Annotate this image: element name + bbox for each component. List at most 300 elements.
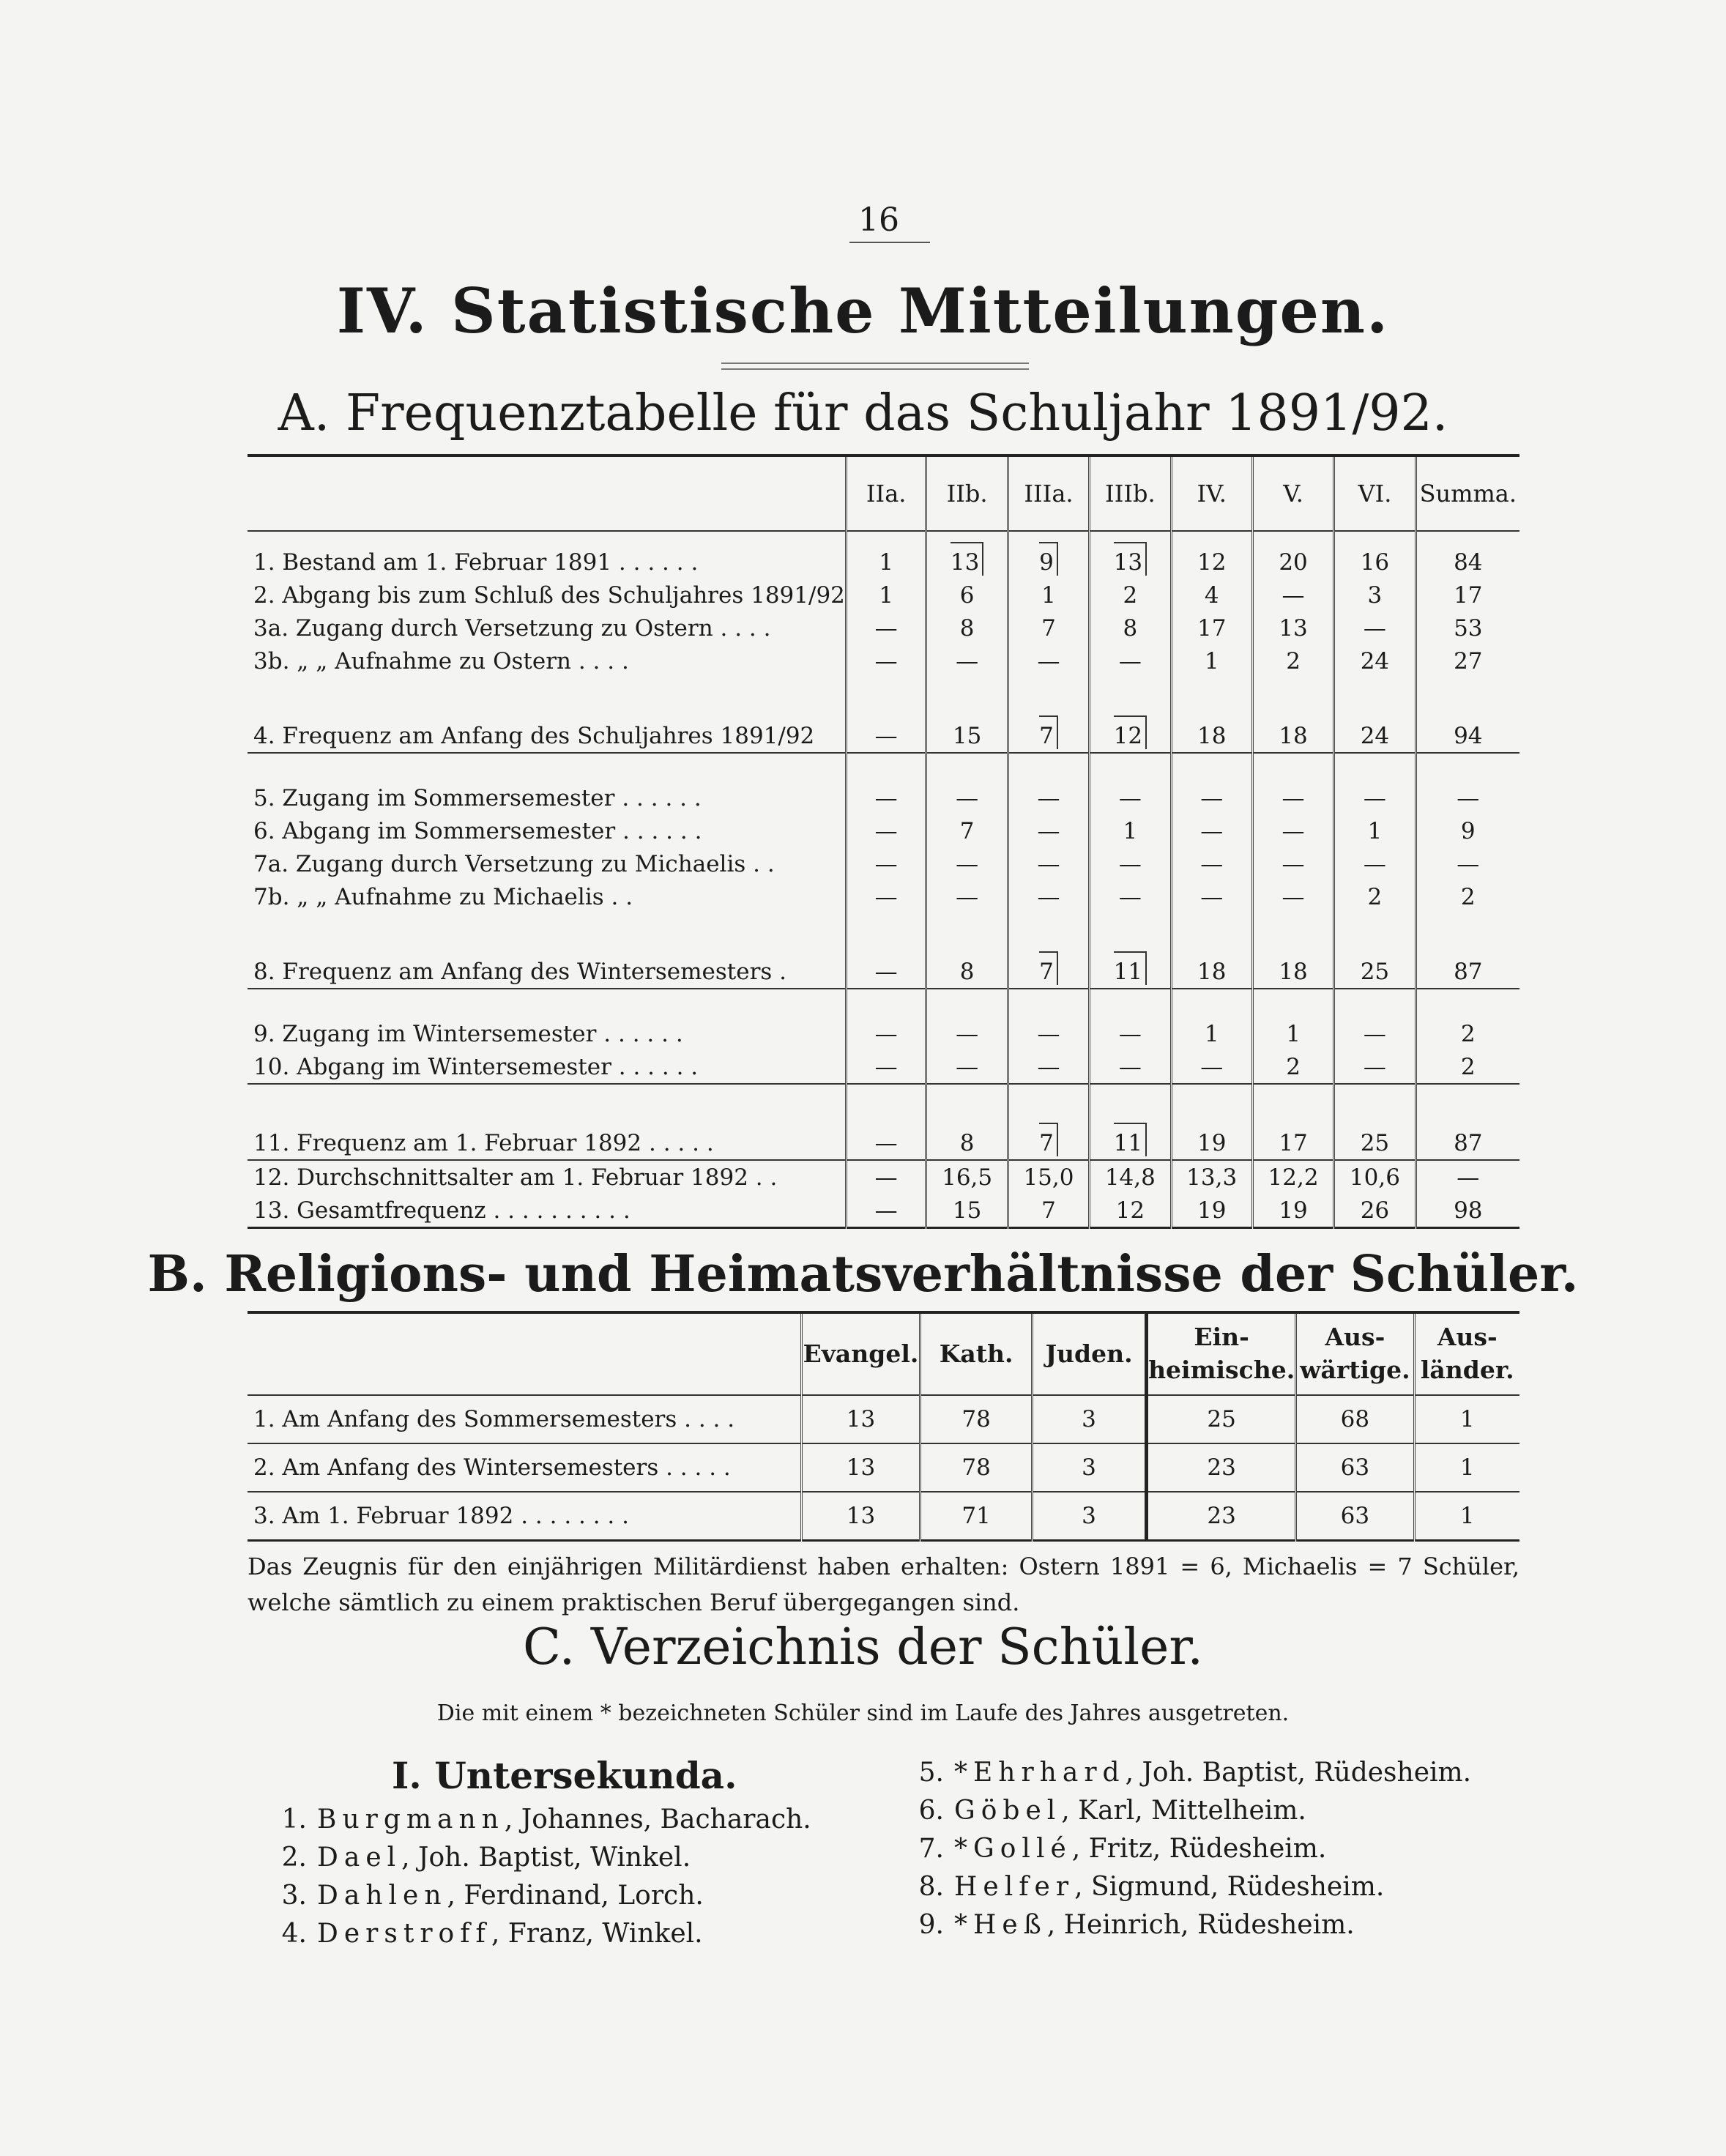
value-cell: [846, 1017, 926, 1050]
value-cell: [1008, 1160, 1089, 1194]
military-note-line-2: welche sämtlich zu einem praktischen Beruf übergegangen sind.: [248, 1588, 1020, 1616]
cell-value: 8: [959, 1130, 975, 1156]
cell-value: 15,0: [1023, 1164, 1074, 1191]
value-cell: [1090, 1160, 1171, 1194]
value-cell: [1171, 781, 1252, 814]
row-label: 2. Am Anfang des Wintersemesters . . . . .: [248, 1443, 801, 1492]
value-cell: [1090, 1050, 1171, 1084]
cell-value: 1: [1204, 1020, 1219, 1047]
cell-value: —: [874, 1130, 898, 1156]
student-surname: Dahlen: [317, 1881, 447, 1911]
cell-value: 87: [1454, 1130, 1483, 1156]
value-cell: [1416, 1160, 1519, 1194]
value-cell: [926, 531, 1008, 579]
spacer-cell: [1008, 913, 1089, 941]
value-cell: [1171, 1050, 1252, 1084]
cell-value: 2: [1367, 883, 1383, 910]
value-cell: [1252, 579, 1333, 612]
cell-value: —: [874, 959, 898, 985]
student-entry: [912, 1792, 1571, 1830]
cell-value: 25: [1360, 959, 1390, 985]
student-number: 8.: [918, 1872, 944, 1902]
table-row: [248, 705, 1519, 753]
spacer-row: [248, 1084, 1519, 1112]
cell-value: —: [1200, 784, 1224, 811]
cell-value: 84: [1454, 549, 1483, 576]
student-details: , Joh. Baptist, Rüdesheim.: [1125, 1758, 1472, 1788]
value-cell: [1171, 1112, 1252, 1160]
value-cell: [1171, 1194, 1252, 1228]
cell-value: 7: [1039, 951, 1058, 985]
row-label: 3b. „ „ Aufnahme zu Ostern . . . .: [253, 647, 629, 674]
row-label: 8. Frequenz am Anfang des Wintersemesters .: [248, 941, 846, 989]
spacer-cell: [1334, 677, 1416, 705]
frequency-table: [248, 454, 1519, 1229]
value-cell: [846, 612, 926, 644]
value-cell: [1090, 705, 1171, 753]
spacer-row: [248, 677, 1519, 705]
cell-value: 17: [1279, 1130, 1308, 1156]
col-header: IIa.: [846, 456, 926, 531]
value-cell: [1334, 1017, 1416, 1050]
spacer-cell: [1334, 753, 1416, 781]
row-label: 6. Abgang im Sommersemester . . . . . .: [253, 817, 702, 844]
value-cell: [926, 781, 1008, 814]
student-number: 1.: [281, 1804, 307, 1835]
spacer-cell: [1416, 1084, 1519, 1112]
value-cell: [1171, 579, 1252, 612]
cell-value: —: [1282, 581, 1305, 609]
student-surname: Dael: [317, 1843, 402, 1873]
cell-value: —: [874, 1197, 898, 1224]
value-cell: [1252, 1160, 1333, 1194]
cell-value: —: [1282, 784, 1305, 811]
spacer-cell: [1171, 677, 1252, 705]
cell-value: 18: [1197, 723, 1227, 749]
student-number: 4.: [281, 1919, 307, 1949]
value-cell: [1334, 612, 1416, 644]
value-cell: [926, 644, 1008, 677]
value-cell: [926, 1112, 1008, 1160]
value-cell: [1334, 1160, 1416, 1194]
cell-value: 19: [1197, 1197, 1227, 1224]
cell-value: —: [1037, 784, 1060, 811]
value-cell: [1090, 612, 1171, 644]
title-rule-top: [721, 363, 1029, 364]
value-cell: 3: [1032, 1492, 1146, 1541]
cell-value: —: [1118, 647, 1142, 674]
value-cell: 63: [1296, 1492, 1414, 1541]
title-rule-bottom: [721, 368, 1029, 370]
cell-value: —: [1118, 850, 1142, 877]
cell-value: 7: [1041, 614, 1056, 642]
cell-value: 2: [1460, 1020, 1476, 1047]
table-row: [248, 1112, 1519, 1160]
cell-value: 18: [1197, 959, 1227, 985]
value-cell: [926, 941, 1008, 989]
value-cell: [1090, 781, 1171, 814]
cell-value: —: [874, 784, 898, 811]
spacer-cell: [846, 913, 926, 941]
value-cell: [926, 1194, 1008, 1228]
value-cell: [1334, 531, 1416, 579]
value-cell: [1416, 880, 1519, 913]
value-cell: [1334, 814, 1416, 847]
spacer-cell: [1334, 989, 1416, 1017]
cell-value: —: [1363, 784, 1386, 811]
cell-value: 12: [1115, 1197, 1145, 1224]
value-cell: [1334, 847, 1416, 880]
value-cell: [1252, 705, 1333, 753]
value-cell: 13: [801, 1443, 920, 1492]
student-entry: [912, 1754, 1571, 1792]
asterisk-legend: Die mit einem * bezeichneten Schüler sind im Laufe des Jahres ausgetreten.: [436, 1700, 1290, 1726]
cell-value: 7: [959, 817, 975, 844]
cell-value: —: [1363, 1020, 1386, 1047]
value-cell: [1252, 531, 1333, 579]
cell-value: 9: [1039, 542, 1058, 576]
table-row: [248, 1160, 1519, 1194]
cell-value: —: [956, 883, 979, 910]
col-header: IIIa.: [1008, 456, 1089, 531]
cell-value: 12: [1197, 549, 1227, 576]
cell-value: 2: [1460, 1053, 1476, 1080]
student-surname: Helfer: [954, 1872, 1075, 1902]
spacer-cell: [926, 753, 1008, 781]
value-cell: [926, 612, 1008, 644]
cell-value: 13: [951, 542, 983, 576]
cell-value: 11: [1114, 1123, 1147, 1156]
cell-value: 24: [1360, 723, 1390, 749]
value-cell: [1090, 1194, 1171, 1228]
student-number: 2.: [281, 1843, 307, 1873]
value-cell: [1252, 814, 1333, 847]
cell-value: 26: [1360, 1197, 1390, 1224]
student-details: , Joh. Baptist, Winkel.: [401, 1843, 691, 1873]
value-cell: [846, 531, 926, 579]
table-row: [248, 531, 1519, 579]
value-cell: [1416, 1050, 1519, 1084]
col-header: VI.: [1334, 456, 1416, 531]
student-surname: *Ehrhard: [954, 1758, 1126, 1788]
cell-value: 17: [1454, 581, 1483, 609]
value-cell: 78: [920, 1443, 1033, 1492]
table-row: [248, 781, 1519, 814]
page-number-rule: [849, 242, 930, 243]
table-row: [248, 1443, 1519, 1492]
value-cell: [1090, 847, 1171, 880]
value-cell: [1171, 847, 1252, 880]
cell-value: —: [1118, 883, 1142, 910]
student-details: , Ferdinand, Lorch.: [447, 1881, 704, 1911]
spacer-cell: [1008, 989, 1089, 1017]
value-cell: 71: [920, 1492, 1033, 1541]
value-cell: [1090, 579, 1171, 612]
value-cell: 1: [1414, 1395, 1519, 1443]
table-row: [248, 1050, 1519, 1084]
value-cell: [926, 814, 1008, 847]
cell-value: —: [1457, 1164, 1480, 1191]
cell-value: —: [1118, 784, 1142, 811]
row-label: 3. Am 1. Februar 1892 . . . . . . . .: [253, 1503, 629, 1529]
student-details: , Karl, Mittelheim.: [1061, 1796, 1306, 1826]
spacer-cell: [1171, 989, 1252, 1017]
value-cell: [926, 880, 1008, 913]
value-cell: 23: [1147, 1443, 1296, 1492]
student-details: , Johannes, Bacharach.: [504, 1804, 811, 1835]
spacer-cell: [926, 1084, 1008, 1112]
student-number: 9.: [918, 1910, 944, 1940]
value-cell: [1171, 814, 1252, 847]
cell-value: 94: [1454, 723, 1483, 749]
value-cell: [1090, 531, 1171, 579]
col-header: Summa.: [1416, 456, 1519, 531]
row-label: 9. Zugang im Wintersemester . . . . . .: [253, 1020, 683, 1047]
cell-value: —: [1282, 850, 1305, 877]
student-details: , Sigmund, Rüdesheim.: [1074, 1872, 1385, 1902]
cell-value: —: [874, 1020, 898, 1047]
cell-value: —: [1037, 1020, 1060, 1047]
military-note-line-1: Das Zeugnis für den einjährigen Militärdienst haben erhalten: Ostern 1891 = 6, Michaelis = 7 Schüler,: [248, 1553, 1519, 1580]
cell-value: 17: [1197, 614, 1227, 642]
row-label: 1. Am Anfang des Sommersemesters . . . .: [248, 1395, 801, 1443]
value-cell: [846, 1112, 926, 1160]
value-cell: [1090, 814, 1171, 847]
spacer-cell: [1416, 989, 1519, 1017]
value-cell: [1008, 814, 1089, 847]
cell-value: 2: [1460, 883, 1476, 910]
spacer-cell: [1416, 753, 1519, 781]
cell-value: —: [874, 850, 898, 877]
header-blank: [248, 456, 846, 531]
value-cell: [1008, 1050, 1089, 1084]
value-cell: [846, 1194, 926, 1228]
spacer-cell: [1171, 913, 1252, 941]
cell-value: —: [874, 1053, 898, 1080]
cell-value: —: [1282, 883, 1305, 910]
cell-value: 12: [1114, 715, 1147, 749]
value-cell: [1008, 1112, 1089, 1160]
value-cell: [926, 1050, 1008, 1084]
value-cell: [1252, 1050, 1333, 1084]
spacer-cell: [1090, 913, 1171, 941]
cell-value: —: [956, 784, 979, 811]
cell-value: 2: [1286, 647, 1301, 674]
cell-value: 9: [1460, 817, 1476, 844]
value-cell: [1334, 1050, 1416, 1084]
spacer-cell: [846, 677, 926, 705]
student-surname: *Heß: [954, 1910, 1047, 1940]
spacer-cell: [1171, 1084, 1252, 1112]
spacer-cell: [926, 989, 1008, 1017]
cell-value: 12,2: [1268, 1164, 1319, 1191]
table-row: [248, 941, 1519, 989]
value-cell: [1008, 612, 1089, 644]
spacer-row: [248, 989, 1519, 1017]
cell-value: 10,6: [1349, 1164, 1400, 1191]
cell-value: 24: [1360, 647, 1390, 674]
value-cell: [1171, 531, 1252, 579]
value-cell: [1171, 612, 1252, 644]
spacer-cell: [1008, 677, 1089, 705]
row-label: 13. Gesamtfrequenz . . . . . . . . . .: [253, 1197, 630, 1224]
section-a-title: A. Frequenztabelle für das Schuljahr 1891/92.: [278, 384, 1448, 442]
main-title: IV. Statistische Mitteilungen.: [336, 275, 1390, 347]
cell-value: —: [874, 1164, 898, 1191]
cell-value: 2: [1123, 581, 1138, 609]
cell-value: —: [1037, 883, 1060, 910]
value-cell: [1252, 880, 1333, 913]
value-cell: [846, 644, 926, 677]
value-cell: 13: [801, 1395, 920, 1443]
value-cell: [1171, 1017, 1252, 1050]
spacer-cell: [248, 677, 846, 705]
row-label: 5. Zugang im Sommersemester . . . . . .: [253, 784, 702, 811]
value-cell: [846, 1050, 926, 1084]
col-header: Aus-wärtige.: [1296, 1312, 1414, 1395]
value-cell: [1416, 612, 1519, 644]
value-cell: [1416, 1112, 1519, 1160]
spacer-cell: [1090, 677, 1171, 705]
cell-value: 1: [879, 549, 894, 576]
value-cell: [1171, 644, 1252, 677]
value-cell: [1416, 705, 1519, 753]
cell-value: —: [1457, 784, 1480, 811]
student-surname: Burgmann: [317, 1804, 505, 1835]
cell-value: —: [1037, 817, 1060, 844]
value-cell: [1252, 612, 1333, 644]
section-b-title: B. Religions- und Heimatsverhältnisse der Schüler.: [147, 1245, 1579, 1304]
cell-value: 7: [1039, 715, 1058, 749]
cell-value: 1: [1041, 581, 1056, 609]
spacer-cell: [1090, 753, 1171, 781]
value-cell: [1008, 847, 1089, 880]
spacer-cell: [248, 989, 846, 1017]
value-cell: 68: [1296, 1395, 1414, 1443]
student-details: , Heinrich, Rüdesheim.: [1046, 1910, 1355, 1940]
cell-value: —: [874, 817, 898, 844]
value-cell: [1008, 781, 1089, 814]
spacer-cell: [1252, 913, 1333, 941]
value-cell: [846, 847, 926, 880]
cell-value: 53: [1454, 614, 1483, 642]
value-cell: [1416, 1017, 1519, 1050]
religion-table: [248, 1311, 1519, 1542]
value-cell: 1: [1414, 1443, 1519, 1492]
cell-value: 13,3: [1186, 1164, 1238, 1191]
value-cell: [1090, 644, 1171, 677]
page-number: 16: [858, 201, 899, 239]
cell-value: 3: [1367, 581, 1383, 609]
cell-value: —: [1363, 614, 1386, 642]
student-surname: *Gollé: [954, 1834, 1072, 1864]
value-cell: [846, 705, 926, 753]
value-cell: [1008, 531, 1089, 579]
class-heading: I. Untersekunda.: [392, 1754, 737, 1797]
cell-value: 1: [1286, 1020, 1301, 1047]
value-cell: [1252, 781, 1333, 814]
cell-value: 16,5: [942, 1164, 993, 1191]
spacer-cell: [248, 753, 846, 781]
row-label: 10. Abgang im Wintersemester . . . . . .: [248, 1050, 846, 1084]
cell-value: —: [1118, 1053, 1142, 1080]
value-cell: [1252, 644, 1333, 677]
spacer-row: [248, 913, 1519, 941]
value-cell: [846, 814, 926, 847]
cell-value: —: [1200, 850, 1224, 877]
cell-value: 14,8: [1104, 1164, 1156, 1191]
value-cell: [1416, 579, 1519, 612]
value-cell: [1008, 880, 1089, 913]
value-cell: [1334, 579, 1416, 612]
cell-value: —: [1200, 817, 1224, 844]
col-header: Evangel.: [801, 1312, 920, 1395]
value-cell: [1171, 705, 1252, 753]
value-cell: [1334, 941, 1416, 989]
spacer-cell: [1252, 677, 1333, 705]
value-cell: [1416, 847, 1519, 880]
cell-value: —: [1363, 850, 1386, 877]
cell-value: 18: [1279, 959, 1308, 985]
cell-value: 11: [1114, 951, 1147, 985]
cell-value: —: [956, 647, 979, 674]
spacer-cell: [248, 913, 846, 941]
cell-value: 4: [1204, 581, 1219, 609]
cell-value: 87: [1454, 959, 1483, 985]
student-entry: [275, 1801, 875, 1839]
table-row: [248, 1492, 1519, 1541]
value-cell: [1171, 880, 1252, 913]
table-row: [248, 644, 1519, 677]
col-header: IIb.: [926, 456, 1008, 531]
value-cell: [926, 847, 1008, 880]
cell-value: 8: [1123, 614, 1138, 642]
cell-value: —: [1363, 1053, 1386, 1080]
cell-value: —: [874, 883, 898, 910]
value-cell: [1416, 531, 1519, 579]
section-c-title: C. Verzeichnis der Schüler.: [523, 1618, 1203, 1676]
cell-value: —: [1037, 1053, 1060, 1080]
col-header: IV.: [1171, 456, 1252, 531]
value-cell: [1252, 1112, 1333, 1160]
value-cell: [1008, 705, 1089, 753]
spacer-cell: [926, 913, 1008, 941]
cell-value: —: [956, 1053, 979, 1080]
value-cell: [1334, 781, 1416, 814]
value-cell: 23: [1147, 1492, 1296, 1541]
spacer-row: [248, 753, 1519, 781]
value-cell: [1008, 1017, 1089, 1050]
value-cell: [1416, 814, 1519, 847]
value-cell: [1334, 1112, 1416, 1160]
cell-value: —: [874, 723, 898, 749]
value-cell: [926, 1160, 1008, 1194]
student-list-left: [275, 1754, 875, 1953]
value-cell: [1252, 1194, 1333, 1228]
cell-value: 98: [1454, 1197, 1483, 1224]
student-number: 7.: [918, 1834, 944, 1864]
spacer-cell: [846, 1084, 926, 1112]
spacer-cell: [1416, 677, 1519, 705]
table-row: [248, 847, 1519, 880]
cell-value: —: [1118, 1020, 1142, 1047]
spacer-cell: [1416, 913, 1519, 941]
student-list-right: [912, 1754, 1571, 1944]
cell-value: —: [1037, 850, 1060, 877]
value-cell: [1090, 1017, 1171, 1050]
table-row: [248, 1395, 1519, 1443]
cell-value: 19: [1279, 1197, 1308, 1224]
